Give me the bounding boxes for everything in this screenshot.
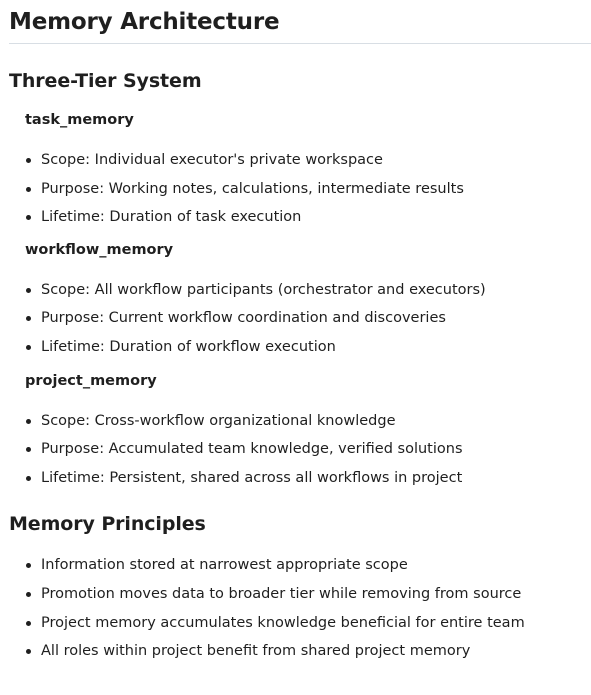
list-item (9, 580, 591, 609)
list-item (9, 464, 591, 493)
list-item (9, 637, 591, 666)
bullet-icon (26, 419, 31, 424)
bullet-icon (26, 476, 31, 481)
list-item-text: Purpose: Current workflow coordination and discoveries (41, 310, 446, 327)
list-item-text: Lifetime: Duration of task execution (41, 209, 302, 226)
bullet-icon (26, 592, 31, 597)
section-heading-three-tier-system: Three-Tier System (9, 70, 202, 92)
list-item (9, 407, 591, 436)
list-item-text: Scope: Cross-workflow organizational knowledge (41, 412, 396, 429)
bullet-icon (26, 563, 31, 568)
list-item-text: Lifetime: Duration of workflow execution (41, 338, 336, 355)
bullet-icon (26, 649, 31, 654)
list-item-text: All roles within project benefit from shared project memory (41, 643, 471, 660)
list-item (9, 175, 591, 204)
bullet-icon (26, 187, 31, 192)
list-item (9, 276, 591, 305)
tier-heading-project-memory: project_memory (25, 372, 157, 389)
tier-heading-task-memory: task_memory (25, 112, 134, 128)
list-item-text: Purpose: Working notes, calculations, intermediate results (41, 180, 464, 197)
list-item (9, 203, 591, 232)
list-item (9, 304, 591, 333)
list-item (9, 435, 591, 464)
list-item-text: Information stored at narrowest appropriate scope (41, 557, 408, 574)
project-memory-list (9, 407, 591, 493)
list-item-text: Purpose: Accumulated team knowledge, verified solutions (41, 441, 463, 458)
workflow-memory-list (9, 276, 591, 362)
list-item-text: Scope: Individual executor's private workspace (41, 152, 383, 168)
list-item-text: Scope: All workflow participants (orchestrator and executors) (41, 281, 486, 298)
list-item-text: Project memory accumulates knowledge beneficial for entire team (41, 614, 525, 631)
bullet-icon (26, 345, 31, 350)
list-item-text: Promotion moves data to broader tier while removing from source (41, 585, 522, 602)
tier-heading-workflow-memory: workflow_memory (25, 241, 174, 258)
page-title: Memory Architecture (9, 9, 280, 35)
memory-principles-list (9, 551, 591, 665)
section-heading-memory-principles: Memory Principles (9, 513, 206, 536)
bullet-icon (26, 288, 31, 293)
bullet-icon (26, 215, 31, 220)
list-item (9, 146, 591, 175)
list-item (9, 551, 591, 580)
title-divider (9, 43, 591, 44)
bullet-icon (26, 158, 31, 163)
bullet-icon (26, 316, 31, 321)
list-item-text: Lifetime: Persistent, shared across all workflows in project (41, 469, 463, 486)
bullet-icon (26, 447, 31, 452)
list-item (9, 333, 591, 362)
list-item (9, 609, 591, 638)
bullet-icon (26, 621, 31, 626)
task-memory-list (9, 146, 591, 232)
